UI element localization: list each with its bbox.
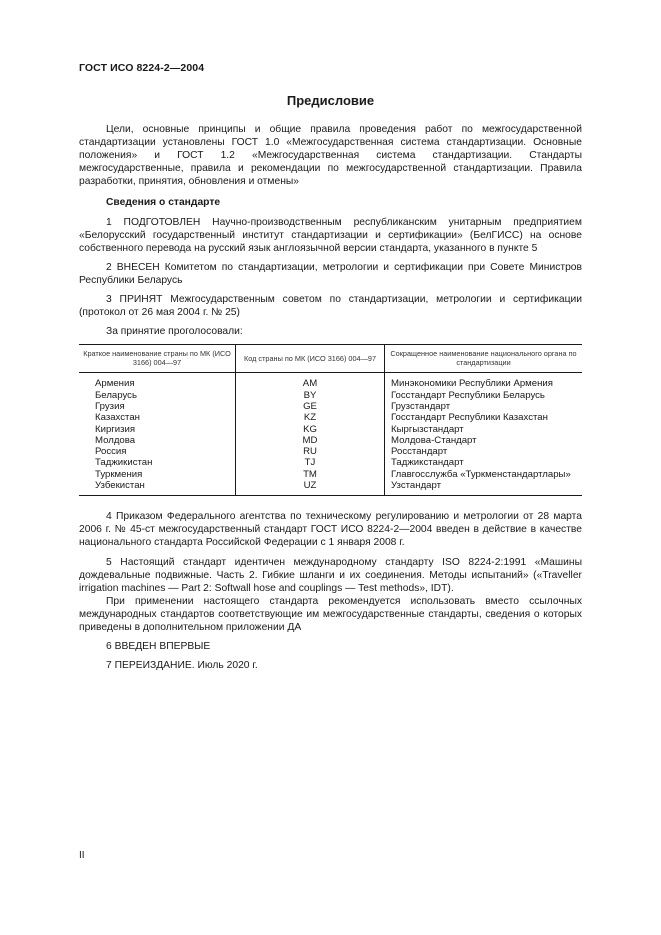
preface-intro: Цели, основные принципы и общие правила проведения работ по межгосударственной стандартизации установлены ГОСТ 1.0 «Межгосударственная система стандартизации. Основные положения» и ГОСТ 1.2 «Межгосударственная система стандартизации. Стандарты межгосударственные, правила и рекомендации по межгосударственной стандартизации. Правила разработки, принятия, обновления и отмены» <box>79 124 582 188</box>
country-code: AM <box>236 373 385 390</box>
country-code: MD <box>236 435 385 446</box>
country-code: TM <box>236 469 385 480</box>
country-code: GE <box>236 401 385 412</box>
country-name: Беларусь <box>95 389 137 401</box>
standards-body: Госстандарт Республики Беларусь <box>385 390 583 401</box>
standard-item-5: 5 Настоящий стандарт идентичен международному стандарту ISO 8224-2:1991 «Машины дождевальные подвижные. Часть 2. Гибкие шланги и их соединения. Методы испытаний» («Traveller irrigation machines — Part 2: Softwall hose and couplings — Test methods», IDT). <box>79 556 582 594</box>
country-name: Узбекистан <box>79 480 236 496</box>
standards-body: Молдова-Стандарт <box>385 435 583 446</box>
header-country-name: Краткое наименование страны по МК (ИСО 3166) 004—97 <box>79 345 236 373</box>
country-name: Россия <box>95 446 127 458</box>
document-code: ГОСТ ИСО 8224-2—2004 <box>79 62 205 74</box>
country-name: Таджикистан <box>95 457 153 469</box>
table-row <box>79 373 582 390</box>
table-row <box>79 424 582 435</box>
standard-item-5-note: При применении настоящего стандарта рекомендуется использовать вместо ссылочных международных стандартов соответствующие им межгосударственные стандарты, сведения о которых приведены в дополнительном приложении ДА <box>79 595 582 634</box>
country-name: Туркмения <box>95 468 143 480</box>
table-row <box>79 457 582 468</box>
table-header-row <box>79 345 582 373</box>
standards-body: Минэкономики Республики Армения <box>385 373 583 390</box>
country-name: Казахстан <box>95 412 140 424</box>
table-row <box>79 480 582 496</box>
country-name: Грузия <box>95 400 125 412</box>
table-row <box>79 435 582 446</box>
standard-item-3: 3 ПРИНЯТ Межгосударственным советом по стандартизации, метрологии и сертификации (протокол от 26 мая 2004 г. № 25) <box>79 294 582 319</box>
table-row <box>79 469 582 480</box>
standards-body: Таджикстандарт <box>385 457 583 468</box>
preface-title: Предисловие <box>286 93 375 108</box>
country-code: BY <box>236 390 385 401</box>
preface-content <box>79 123 582 678</box>
standard-item-4: 4 Приказом Федерального агентства по техническому регулированию и метрологии от 28 марта 2006 г. № 45-ст межгосударственный стандарт ГОСТ ИСО 8224-2—2004 введен в действие в качестве национального стандарта Российской Федерации с 1 января 2008 г. <box>79 511 582 549</box>
country-name: Армения <box>95 378 135 390</box>
header-standards-body: Сокращенное наименование национального органа по стандартизации <box>385 345 583 373</box>
standards-body: Грузстандарт <box>385 401 583 412</box>
standard-item-7: 7 ПЕРЕИЗДАНИЕ. Июль 2020 г. <box>106 660 258 672</box>
country-code: TJ <box>236 457 385 468</box>
standards-body: Росстандарт <box>385 446 583 457</box>
standards-body: Кыргызстандарт <box>385 424 583 435</box>
standards-body: Госстандарт Республики Казахстан <box>385 412 583 423</box>
page-number: II <box>79 850 85 861</box>
table-row <box>79 390 582 401</box>
standard-item-6: 6 ВВЕДЕН ВПЕРВЫЕ <box>106 641 211 653</box>
standard-item-1: 1 ПОДГОТОВЛЕН Научно-производственным республиканским унитарным предприятием «Белорусский государственный институт стандартизации и сертификации» (БелГИСС) на основе собственного перевода на русский язык англоязычной версии стандарта, указанного в пункте 5 <box>79 216 582 254</box>
standards-body: Узстандарт <box>385 480 583 496</box>
country-name: Молдова <box>95 434 136 446</box>
country-code: UZ <box>236 480 385 496</box>
table-row <box>79 412 582 423</box>
standards-body: Главгосслужба «Туркменстандартлары» <box>385 469 583 480</box>
country-name: Киргизия <box>95 423 136 435</box>
voted-label: За принятие проголосовали: <box>106 326 243 338</box>
country-code: KG <box>236 424 385 435</box>
table-row <box>79 446 582 457</box>
standard-info-heading: Сведения о стандарте <box>106 197 221 209</box>
voting-countries-table <box>79 344 582 496</box>
country-code: KZ <box>236 412 385 423</box>
table-row <box>79 401 582 412</box>
standard-item-2: 2 ВНЕСЕН Комитетом по стандартизации, метрологии и сертификации при Совете Министров Республики Беларусь <box>79 261 582 286</box>
country-code: RU <box>236 446 385 457</box>
header-country-code: Код страны по МК (ИСО 3166) 004—97 <box>236 345 385 373</box>
